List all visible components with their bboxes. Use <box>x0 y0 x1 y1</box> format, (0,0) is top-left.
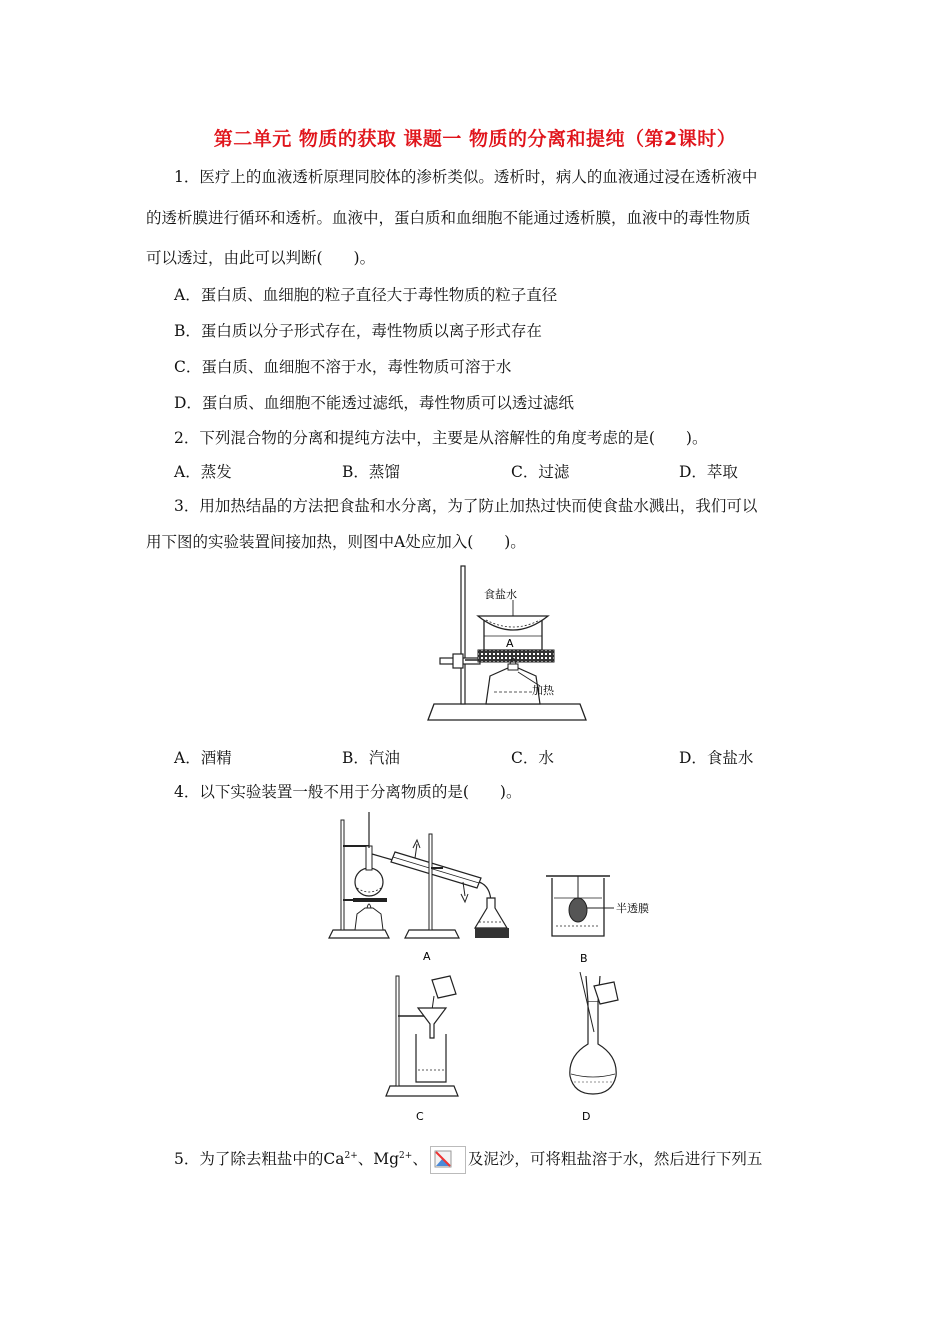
q5-prefix: 5．为了除去粗盐中的Ca <box>174 1150 345 1168</box>
q2-stem: 2．下列混合物的分离和提纯方法中，主要是从溶解性的角度考虑的是( )。 <box>174 429 708 447</box>
q5-sup-2: 2+ <box>399 1150 413 1161</box>
q5-sup-1: 2+ <box>344 1150 358 1161</box>
q5-suffix: 及泥沙，可将粗盐溶于水，然后进行下列五 <box>467 1150 763 1168</box>
page-title: 第二单元 物质的获取 课题一 物质的分离和提纯（第2课时） <box>213 128 737 150</box>
q1-option-c: C．蛋白质、血细胞不溶于水，毒性物质可溶于水 <box>174 358 512 376</box>
dialysis-figure <box>540 870 670 970</box>
q1-option-a: A．蛋白质、血细胞的粒子直径大于毒性物质的粒子直径 <box>174 286 558 304</box>
distillation-figure <box>325 808 525 968</box>
volumetric-flask-figure <box>558 972 628 1127</box>
q1-line-1: 1．医疗上的血液透析原理同胶体的渗析类似。透析时，病人的血液通过浸在透析液中 <box>174 168 758 186</box>
q2-option-b: B．蒸馏 <box>342 463 400 481</box>
label-heat: 加热 <box>532 684 554 697</box>
label-fig-d: D <box>582 1110 591 1123</box>
q1-option-d: D．蛋白质、血细胞不能透过滤纸，毒性物质可以透过滤纸 <box>174 394 574 412</box>
q3-option-b: B．汽油 <box>342 749 400 767</box>
q1-line-3: 可以透过，由此可以判断( )。 <box>146 249 376 267</box>
label-membrane: 半透膜 <box>616 902 649 915</box>
q3-option-c: C．水 <box>511 749 554 767</box>
q3-line-2: 用下图的实验装置间接加热，则图中A处应加入( )。 <box>146 533 526 551</box>
filtration-figure <box>384 972 464 1127</box>
q2-option-c: C．过滤 <box>511 463 570 481</box>
water-bath-figure <box>420 560 590 725</box>
label-a: A <box>506 637 514 650</box>
label-fig-c: C <box>416 1110 424 1123</box>
q1-line-2: 的透析膜进行循环和透析。血液中，蛋白质和血细胞不能通过透析膜，血液中的毒性物质 <box>146 209 751 227</box>
q2-option-d: D．萃取 <box>679 463 738 481</box>
label-fig-b: B <box>580 952 588 965</box>
q3-line-1: 3．用加热结晶的方法把食盐和水分离，为了防止加热过快而使食盐水溅出，我们可以 <box>174 497 758 515</box>
label-salt-water: 食盐水 <box>484 588 517 601</box>
q2-option-a: A．蒸发 <box>174 463 232 481</box>
broken-image-icon <box>430 1146 466 1174</box>
label-fig-a: A <box>423 950 431 963</box>
q5-line-1 <box>174 1146 762 1174</box>
q4-stem: 4．以下实验装置一般不用于分离物质的是( )。 <box>174 783 522 801</box>
q3-option-d: D．食盐水 <box>679 749 754 767</box>
q1-option-b: B．蛋白质以分子形式存在，毒性物质以离子形式存在 <box>174 322 542 340</box>
q5-mid: 、Mg <box>357 1150 400 1168</box>
q3-option-a: A．酒精 <box>174 749 232 767</box>
q5-sep: 、 <box>412 1150 428 1168</box>
